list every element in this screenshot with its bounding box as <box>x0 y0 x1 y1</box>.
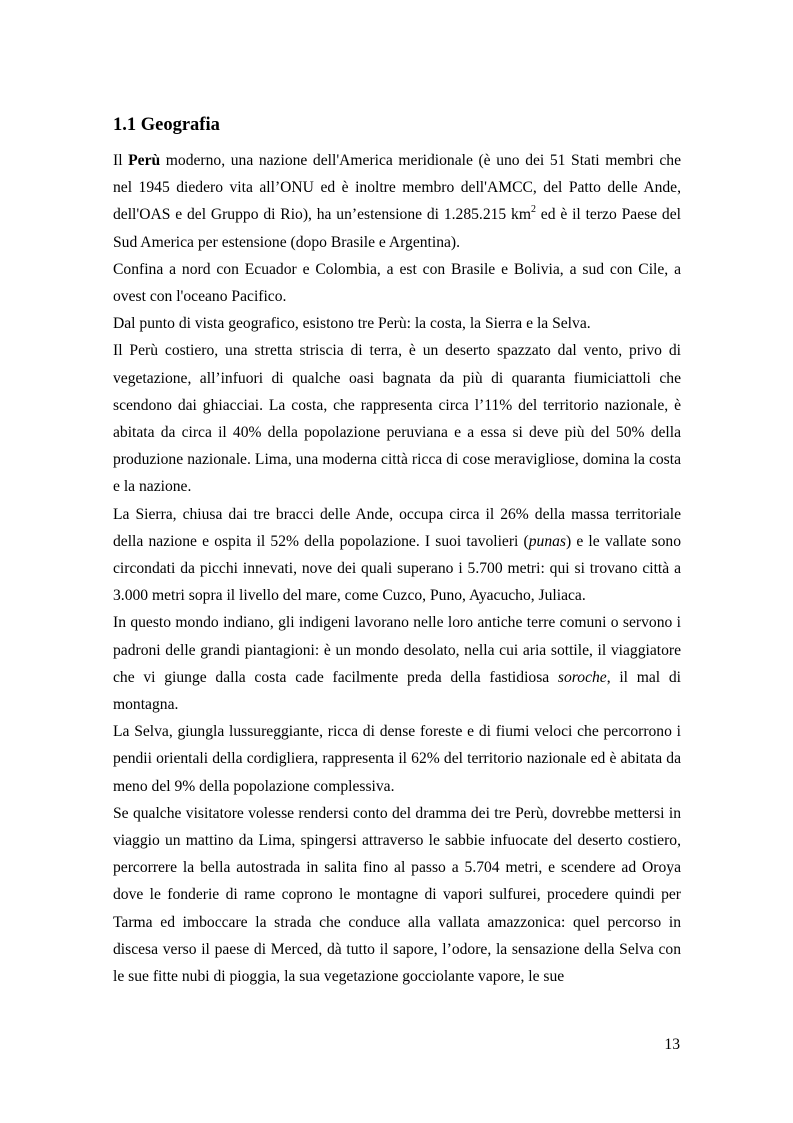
p6-pre: In questo mondo indiano, gli indigeni lavorano nelle loro antiche terre comuni o servono i padroni delle grandi piantagioni: è un mondo desolato, nella cui aria sottile, il viaggiatore che vi giunge dalla costa cade facilmente preda della fastidiosa <box>113 614 681 686</box>
paragraph-6 <box>113 609 681 718</box>
page-number: 13 <box>664 1036 680 1053</box>
p1-pre: Il <box>113 152 129 169</box>
p1-post: ed è il terzo Paese del Sud America per estensione (dopo Brasile e Argentina). <box>113 206 681 251</box>
p1-superscript: 2 <box>530 204 536 216</box>
p1-mid: moderno, una nazione dell'America meridionale (è uno dei 51 Stati membri che nel 1945 diedero vita all’ONU ed è inoltre membro dell'AMCC, del Patto delle Ande, dell'OAS e del Gruppo di Rio), ha un’estensione di 1.285.215 km <box>113 152 681 224</box>
p6-post: , il mal di montagna. <box>113 668 681 714</box>
paragraph-5 <box>113 501 681 610</box>
p5-pre: La Sierra, chiusa dai tre bracci delle Ande, occupa circa il 26% della massa territoriale della nazione e ospita il 52% della popolazione. I suoi tavolieri ( <box>113 505 681 550</box>
paragraph-8: Se qualche visitatore volesse rendersi conto del dramma dei tre Perù, dovrebbe mettersi in viaggio un mattino da Lima, spingersi attraverso le sabbie infuocate del deserto costiero, percorrere la bella autostrada in salita fino al passo a 5.704 metri, e scendere ad Oroya dove le fonderie di rame coprono le montagne di vapori sulfurei, procedere quindi per Tarma ed imboccare la strada che conduce alla vallata amazzonica: quel percorso in discesa verso il paese di Merced, dà tutto il sapore, l’odore, la sensazione della Selva con le sue fitte nubi di pioggia, la sua vegetazione gocciolante vapore, le sue <box>113 804 681 986</box>
paragraph-2: Confina a nord con Ecuador e Colombia, a est con Brasile e Bolivia, a sud con Cile, a ovest con l'oceano Pacifico. <box>113 260 681 306</box>
paragraph-7: La Selva, giungla lussureggiante, ricca di dense foreste e di fiumi veloci che percorrono i pendii orientali della cordigliera, rappresenta il 62% del territorio nazionale ed è abitata da meno del 9% della popolazione complessiva. <box>113 723 681 795</box>
paragraph-4: Il Perù costiero, una stretta striscia di terra, è un deserto spazzato dal vento, privo di vegetazione, all’infuori di qualche oasi bagnata da più di quaranta fiumiciattoli che scendono dai ghiacciai. La costa, che rappresenta circa l’11% del territorio nazionale, è abitata da circa il 40% della popolazione peruviana e a essa si deve più del 50% della produzione nazionale. Lima, una moderna città ricca di cose meravigliose, domina la costa e la nazione. <box>113 342 681 496</box>
p1-bold: Perù <box>128 152 161 169</box>
p6-italic: soroche <box>557 668 607 686</box>
paragraph-3: Dal punto di vista geografico, esistono tre Perù: la costa, la Sierra e la Selva. <box>113 315 591 333</box>
paragraph-1 <box>113 147 681 256</box>
p5-italic: punas <box>528 532 566 550</box>
body-text <box>113 147 681 990</box>
p5-post: ) e le vallate sono circondati da picchi innevati, nove dei quali superano i 5.700 metri: qui si trovano città a 3.000 metri sopra il livello del mare, come Cuzco, Puno, Ayacucho, Juliaca. <box>113 532 682 605</box>
section-heading: 1.1 Geografia <box>113 115 220 135</box>
